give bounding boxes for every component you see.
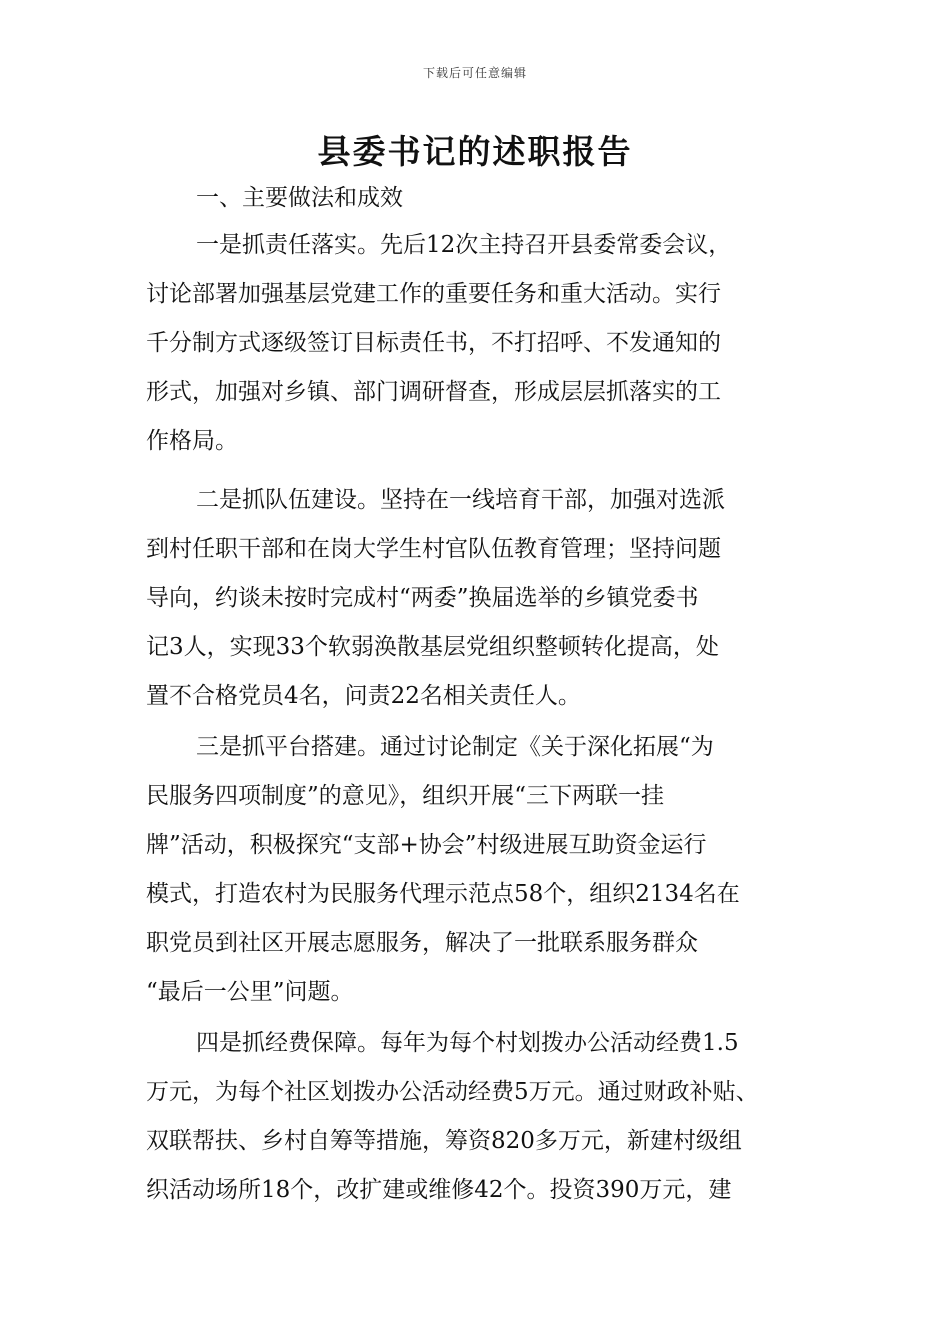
paragraph-line: 到村任职干部和在岗大学生村官队伍教育管理；坚持问题 <box>146 536 721 562</box>
paragraph-line: 一是抓责任落实。先后12次主持召开县委常委会议， <box>196 232 732 258</box>
paragraph-line: 三是抓平台搭建。通过讨论制定《关于深化拓展“为 <box>196 734 714 760</box>
paragraph-team-building <box>146 476 816 721</box>
paragraph-line: 模式，打造农村为民服务代理示范点58个，组织2134名在 <box>146 881 740 907</box>
paragraph-line: 牌”活动，积极探究“支部+协会”村级进展互助资金运行 <box>146 832 707 858</box>
paragraph-line: “最后一公里”问题。 <box>146 979 354 1005</box>
paragraph-line: 导向，约谈未按时完成村“两委”换届选举的乡镇党委书 <box>146 585 699 611</box>
paragraph-line: 织活动场所18个，改扩建或维修42个。投资390万元，建 <box>146 1177 732 1203</box>
paragraph-platform <box>146 723 816 1017</box>
paragraph-line: 形式，加强对乡镇、部门调研督查，形成层层抓落实的工 <box>146 379 721 405</box>
header-note: 下载后可任意编辑 <box>422 66 527 80</box>
paragraph-line: 二是抓队伍建设。坚持在一线培育干部，加强对选派 <box>196 487 725 513</box>
paragraph-line: 置不合格党员4名，问责22名相关责任人。 <box>146 683 581 709</box>
paragraph-line: 四是抓经费保障。每年为每个村划拨办公活动经费1.5 <box>196 1030 739 1056</box>
paragraph-line: 民服务四项制度”的意见》，组织开展“三下两联一挂 <box>146 783 665 809</box>
paragraph-responsibility <box>146 221 816 466</box>
paragraph-line: 职党员到社区开展志愿服务，解决了一批联系服务群众 <box>146 930 698 956</box>
paragraph-line: 千分制方式逐级签订目标责任书，不打招呼、不发通知的 <box>146 330 721 356</box>
paragraph-line: 记3人，实现33个软弱涣散基层党组织整顿转化提高，处 <box>146 634 719 660</box>
document-title: 县委书记的述职报告 <box>317 132 633 171</box>
paragraph-line: 万元，为每个社区划拨办公活动经费5万元。通过财政补贴、 <box>146 1079 759 1105</box>
paragraph-line: 讨论部署加强基层党建工作的重要任务和重大活动。实行 <box>146 281 721 307</box>
paragraph-funding <box>146 1019 816 1215</box>
paragraph-line: 作格局。 <box>146 428 238 454</box>
section-heading: 一、主要做法和成效 <box>196 185 403 211</box>
paragraph-line: 双联帮扶、乡村自筹等措施，筹资820多万元，新建村级组 <box>146 1128 742 1154</box>
